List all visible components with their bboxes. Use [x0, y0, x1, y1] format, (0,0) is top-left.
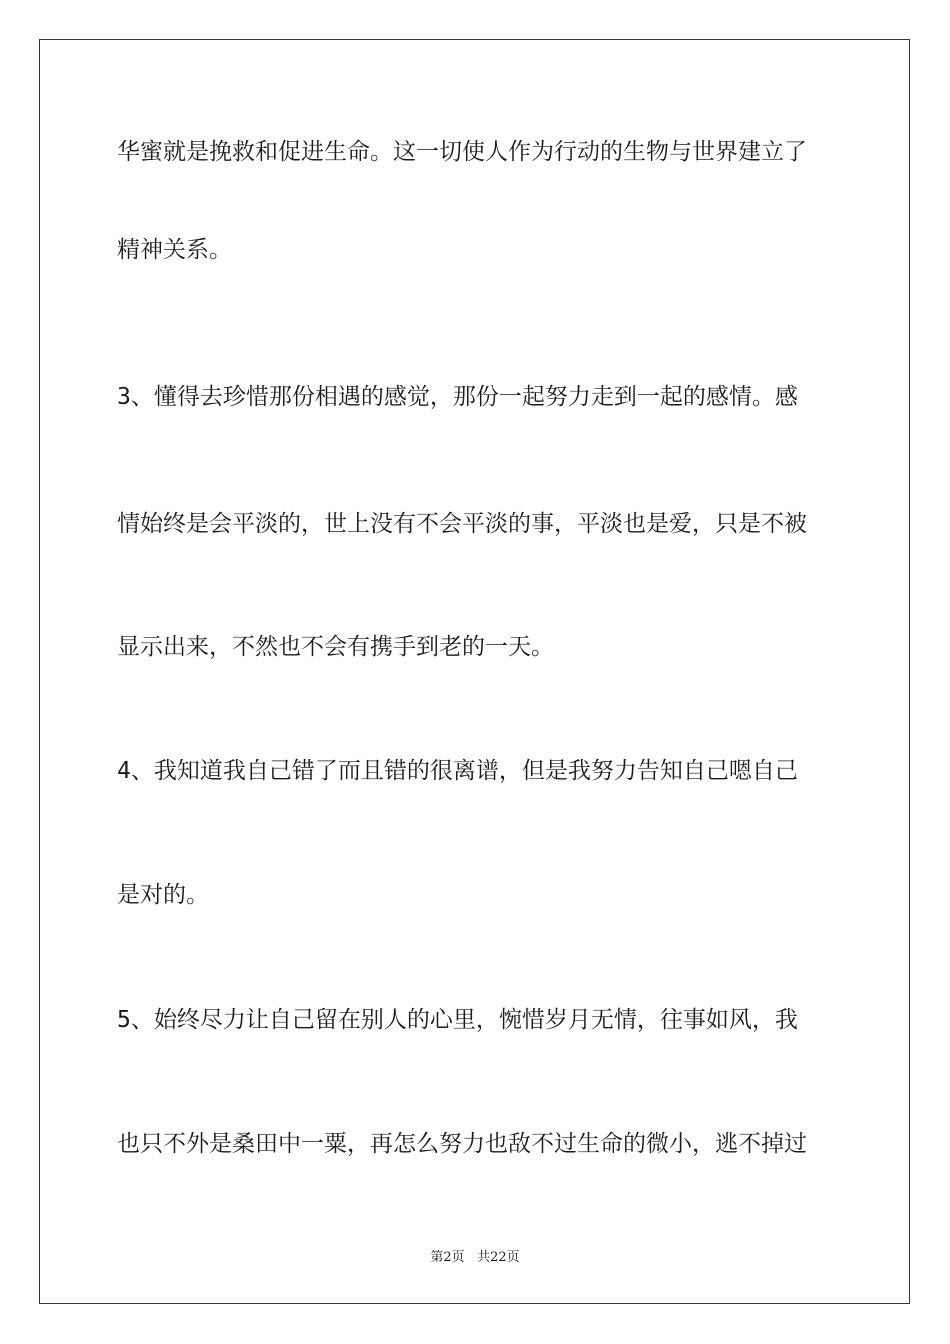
- text-line-7: 是对的。: [117, 882, 209, 908]
- text-line-1: 华蜜就是挽救和促进生命。这一切使人作为行动的生物与世界建立了: [117, 139, 807, 165]
- text-line-3: 3、懂得去珍惜那份相遇的感觉，那份一起努力走到一起的感情。感: [117, 384, 798, 410]
- page-number: 第2页: [430, 1250, 465, 1265]
- text-line-4: 情始终是会平淡的，世上没有不会平淡的事，平淡也是爱，只是不被: [117, 511, 807, 537]
- text-line-5: 显示出来，不然也不会有携手到老的一天。: [117, 634, 554, 660]
- text-line-2: 精神关系。: [117, 237, 232, 263]
- page-total: 共22页: [477, 1250, 520, 1265]
- text-line-8: 5、始终尽力让自己留在别人的心里，惋惜岁月无情，往事如风，我: [117, 1007, 798, 1033]
- page-border: [39, 39, 910, 1304]
- text-line-9: 也只不外是桑田中一粟，再怎么努力也敌不过生命的微小，逃不掉过: [117, 1131, 807, 1157]
- text-line-6: 4、我知道我自己错了而且错的很离谱，但是我努力告知自己嗯自己: [117, 758, 798, 784]
- page-footer: [0, 1246, 950, 1265]
